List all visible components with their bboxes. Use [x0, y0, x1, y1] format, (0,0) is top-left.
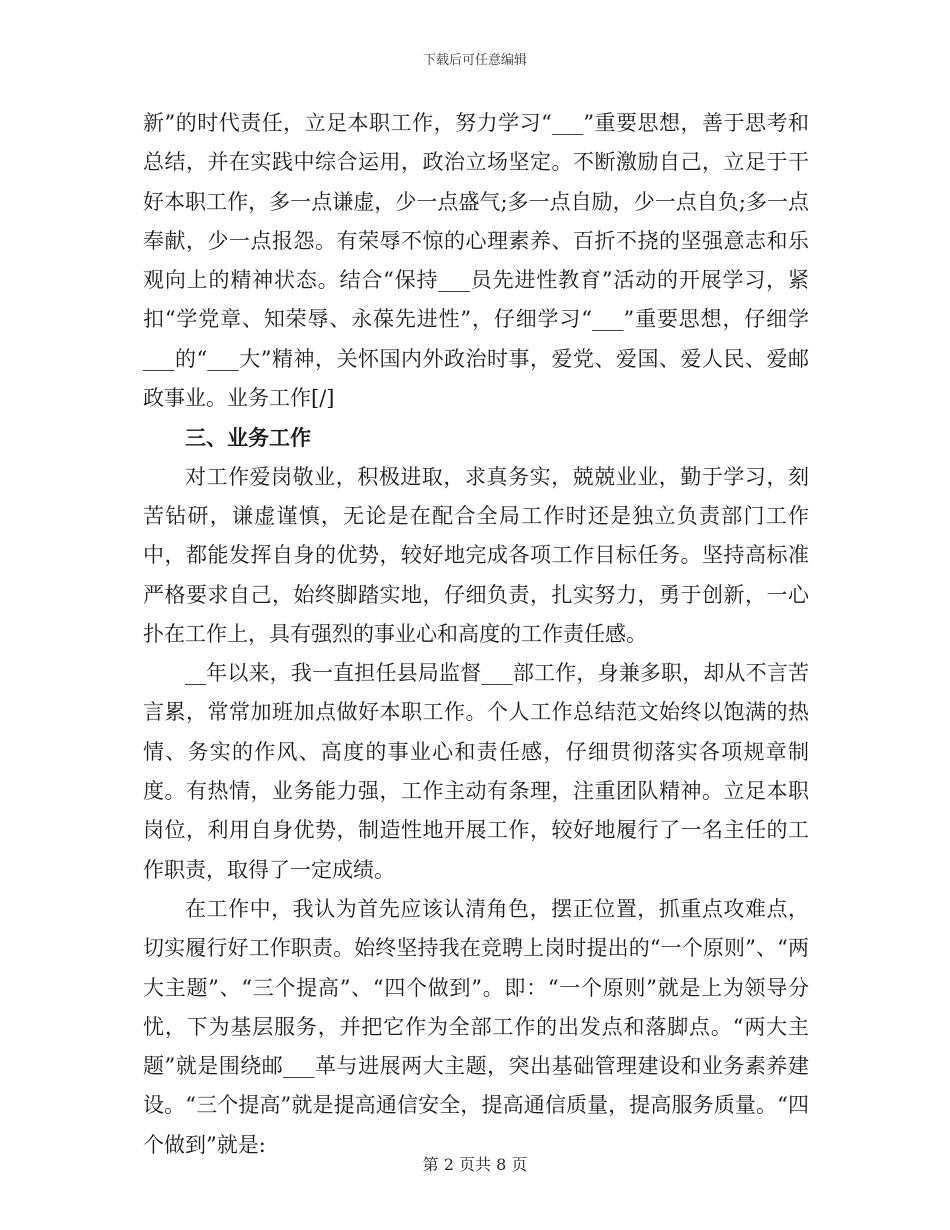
paragraph-work-attitude: 对工作爱岗敬业，积极进取，求真务实，兢兢业业，勤于学习，刻苦钻研，谦虚谨慎，无论是在配合全局工作时还是独立负责部门工作中，都能发挥自身的优势，较好地完成各项工作目标任务。坚持高标准严格要求自己，始终脚踏实地，仔细负责，扎实努力，勇于创新，一心扑在工作上，具有强烈的事业心和高度的工作责任感。	[143, 464, 809, 646]
paragraph-principles: 在工作中，我认为首先应该认清角色，摆正位置，抓重点攻难点，切实履行好工作职责。始终坚持我在竞聘上岗时提出的“一个原则”、“两大主题”、“三个提高”、“四个做到”。即：“一个原则”就是上为领导分忧，下为基层服务，并把它作为全部工作的出发点和落脚点。“两大主题”就是围绕邮___革与进展两大主题，突出基础管理建设和业务素养建设。“三个提高”就是提高通信安全，提高通信质量，提高服务质量。“四个做到”就是:	[143, 896, 809, 1157]
section-heading: 三、业务工作	[185, 425, 311, 451]
page-header-note: 下载后可任意编辑	[422, 53, 527, 68]
document-body	[143, 104, 809, 1165]
paragraph-continued: 新”的时代责任，立足本职工作，努力学习“___”重要思想，善于思考和总结，并在实践中综合运用，政治立场坚定。不断激励自己，立足于干好本职工作，多一点谦虚，少一点盛气;多一点自励，少一点自负;多一点奉献，少一点报怨。有荣辱不惊的心理素养、百折不挠的坚强意志和乐观向上的精神状态。结合“保持___员先进性教育”活动的开展学习，紧扣“学党章、知荣辱、永葆先进性”，仔细学习“___”重要思想，仔细学___的“___大”精神，关怀国内外政治时事，爱党、爱国、爱人民、爱邮政事业。业务工作[/]	[143, 111, 809, 411]
page-number: 第 2 页共 8 页	[422, 1155, 528, 1174]
paragraph-position: __年以来，我一直担任县局监督___部工作，身兼多职，却从不言苦言累，常常加班加点做好本职工作。个人工作总结范文始终以饱满的热情、务实的作风、高度的事业心和责任感，仔细贯彻落实各项规章制度。有热情，业务能力强，工作主动有条理，注重团队精神。立足本职岗位，利用自身优势，制造性地开展工作，较好地履行了一名主任的工作职责，取得了一定成绩。	[143, 661, 809, 882]
